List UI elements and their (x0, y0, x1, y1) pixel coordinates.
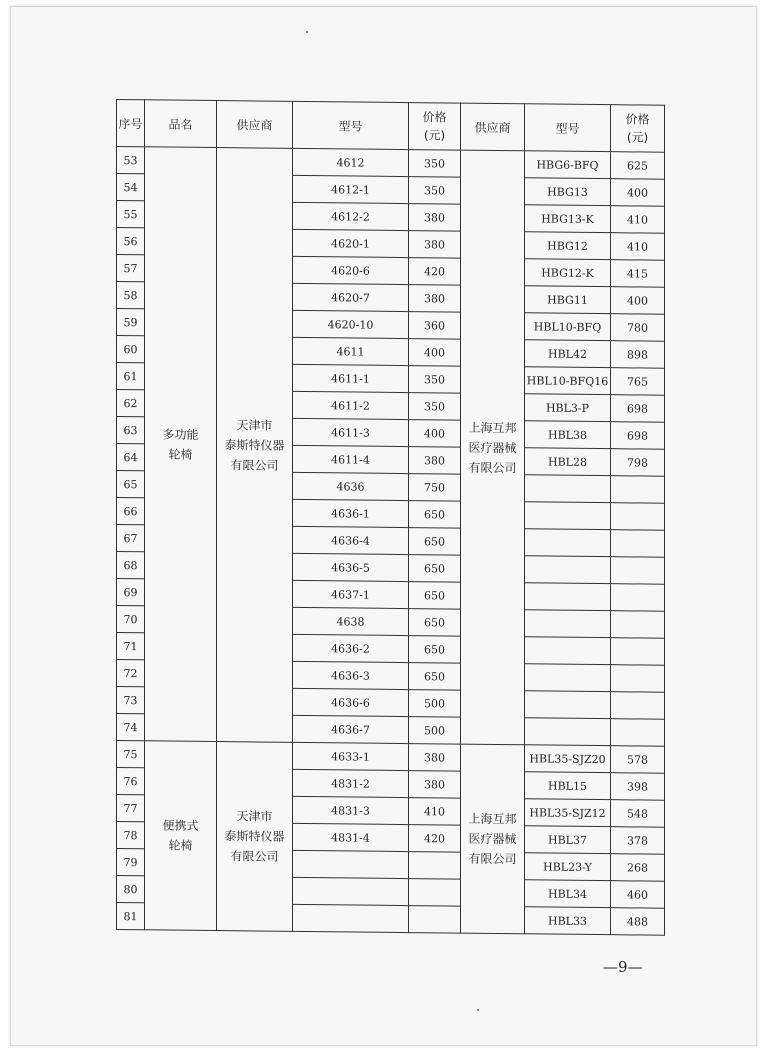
row-seq: 80 (117, 876, 145, 903)
model-left-cell: 4612-1 (293, 175, 409, 203)
header-name: 品名 (145, 100, 217, 148)
model-left-cell: 4831-4 (293, 823, 409, 851)
price-left-cell: 650 (409, 555, 461, 583)
row-seq: 77 (117, 795, 145, 822)
model-right-cell: HBL28 (525, 448, 611, 476)
price-left-cell: 350 (409, 177, 461, 205)
price-left-cell: 650 (409, 663, 461, 691)
model-left-cell: 4636-6 (293, 688, 409, 716)
price-right-cell: 410 (611, 206, 665, 234)
row-seq: 68 (117, 552, 145, 579)
model-left-cell (293, 877, 409, 905)
price-right-cell: 798 (611, 449, 665, 477)
price-left-cell: 650 (409, 582, 461, 610)
model-left-cell: 4636 (293, 472, 409, 500)
row-seq: 79 (117, 849, 145, 876)
supplier-right-cell: 上海互邦 医疗器械 有限公司 (461, 150, 525, 745)
model-left-cell: 4611-4 (293, 445, 409, 473)
model-right-cell (525, 691, 611, 719)
model-right-cell: HBL23-Y (525, 853, 611, 881)
price-left-cell: 380 (409, 447, 461, 475)
price-right-cell (611, 611, 665, 639)
model-right-cell: HBG6-BFQ (525, 151, 611, 179)
model-left-cell: 4831-2 (293, 769, 409, 797)
row-seq: 59 (117, 309, 145, 336)
model-right-cell: HBG12 (525, 232, 611, 260)
header-price-right: 价格 (元) (611, 105, 665, 153)
row-seq: 62 (117, 390, 145, 417)
model-right-cell (525, 475, 611, 503)
model-right-cell (525, 583, 611, 611)
product-name-cell: 便携式 轮椅 (145, 741, 217, 931)
model-right-cell (525, 610, 611, 638)
table-row (117, 741, 665, 774)
model-right-cell (525, 556, 611, 584)
table-header-row (117, 100, 665, 153)
price-left-cell: 420 (409, 825, 461, 853)
model-left-cell: 4620-1 (293, 229, 409, 257)
row-seq: 71 (117, 633, 145, 660)
price-left-cell: 350 (409, 150, 461, 178)
price-right-cell: 765 (611, 368, 665, 396)
price-right-cell (611, 665, 665, 693)
price-right-cell: 268 (611, 854, 665, 882)
model-left-cell: 4638 (293, 607, 409, 635)
model-left-cell: 4611-2 (293, 391, 409, 419)
row-seq: 67 (117, 525, 145, 552)
model-right-cell: HBL38 (525, 421, 611, 449)
price-left-cell: 650 (409, 609, 461, 637)
row-seq: 81 (117, 903, 145, 930)
model-right-cell: HBL35-SJZ12 (525, 799, 611, 827)
row-seq: 70 (117, 606, 145, 633)
row-seq: 56 (117, 228, 145, 255)
model-right-cell: HBG13-K (525, 205, 611, 233)
price-right-cell: 578 (611, 746, 665, 774)
price-left-cell: 350 (409, 393, 461, 421)
model-right-cell: HBL42 (525, 340, 611, 368)
row-seq: 74 (117, 714, 145, 741)
row-seq: 55 (117, 201, 145, 228)
header-supplier-right: 供应商 (461, 103, 525, 151)
row-seq: 69 (117, 579, 145, 606)
price-right-cell: 378 (611, 827, 665, 855)
price-left-cell: 400 (409, 339, 461, 367)
header-supplier-left: 供应商 (217, 101, 293, 149)
model-left-cell: 4637-1 (293, 580, 409, 608)
price-right-cell: 898 (611, 341, 665, 369)
price-right-cell (611, 503, 665, 531)
price-right-cell (611, 530, 665, 558)
price-left-cell: 380 (409, 771, 461, 799)
price-right-cell: 488 (611, 908, 665, 936)
price-left-cell: 380 (409, 231, 461, 259)
price-left-cell: 380 (409, 744, 461, 772)
row-seq: 64 (117, 444, 145, 471)
supplier-left-cell: 天津市 泰斯特仪器 有限公司 (217, 148, 293, 743)
price-left-cell: 650 (409, 528, 461, 556)
model-right-cell: HBG12-K (525, 259, 611, 287)
header-model-right: 型号 (525, 104, 611, 152)
model-left-cell: 4620-10 (293, 310, 409, 338)
row-seq: 53 (117, 147, 145, 174)
model-left-cell: 4636-3 (293, 661, 409, 689)
price-right-cell (611, 584, 665, 612)
model-right-cell: HBL10-BFQ (525, 313, 611, 341)
price-right-cell: 400 (611, 179, 665, 207)
price-left-cell: 420 (409, 258, 461, 286)
model-right-cell: HBL3-P (525, 394, 611, 422)
model-right-cell (525, 502, 611, 530)
price-left-cell: 500 (409, 717, 461, 745)
price-left-cell: 410 (409, 798, 461, 826)
header-model-left: 型号 (293, 101, 409, 149)
row-seq: 63 (117, 417, 145, 444)
price-left-cell (409, 852, 461, 880)
row-seq: 65 (117, 471, 145, 498)
header-seq: 序号 (117, 100, 145, 147)
price-right-cell: 400 (611, 287, 665, 315)
price-left-cell (409, 879, 461, 907)
model-left-cell (293, 904, 409, 932)
row-seq: 72 (117, 660, 145, 687)
model-right-cell: HBL33 (525, 907, 611, 935)
model-left-cell: 4612-2 (293, 202, 409, 230)
header-price-left: 价格 (元) (409, 103, 461, 151)
price-left-cell: 650 (409, 501, 461, 529)
price-right-cell (611, 476, 665, 504)
price-left-cell: 500 (409, 690, 461, 718)
price-left-cell: 750 (409, 474, 461, 502)
model-left-cell: 4636-4 (293, 526, 409, 554)
supplier-right-cell: 上海互邦 医疗器械 有限公司 (461, 744, 525, 934)
model-left-cell (293, 850, 409, 878)
price-left-cell: 380 (409, 285, 461, 313)
price-left-cell: 380 (409, 204, 461, 232)
price-right-cell: 460 (611, 881, 665, 909)
price-left-cell: 650 (409, 636, 461, 664)
row-seq: 58 (117, 282, 145, 309)
price-right-cell: 410 (611, 233, 665, 261)
model-left-cell: 4620-7 (293, 283, 409, 311)
model-right-cell: HBG11 (525, 286, 611, 314)
row-seq: 75 (117, 741, 145, 768)
price-right-cell: 625 (611, 152, 665, 180)
model-right-cell: HBL37 (525, 826, 611, 854)
model-left-cell: 4612 (293, 148, 409, 176)
row-seq: 60 (117, 336, 145, 363)
model-left-cell: 4633-1 (293, 742, 409, 770)
scan-speck (477, 1009, 479, 1011)
table-row (117, 147, 665, 180)
price-right-cell: 415 (611, 260, 665, 288)
row-seq: 78 (117, 822, 145, 849)
model-right-cell: HBL34 (525, 880, 611, 908)
price-left-cell: 360 (409, 312, 461, 340)
row-seq: 66 (117, 498, 145, 525)
price-right-cell: 698 (611, 395, 665, 423)
model-left-cell: 4636-2 (293, 634, 409, 662)
model-right-cell (525, 664, 611, 692)
row-seq: 61 (117, 363, 145, 390)
price-right-cell (611, 557, 665, 585)
product-name-cell: 多功能 轮椅 (145, 147, 217, 742)
model-right-cell: HBL15 (525, 772, 611, 800)
page-number: —9— (603, 958, 643, 976)
price-right-cell (611, 719, 665, 747)
row-seq: 57 (117, 255, 145, 282)
price-left-cell: 400 (409, 420, 461, 448)
scan-speck (306, 31, 308, 33)
price-left-cell (409, 906, 461, 934)
model-right-cell (525, 637, 611, 665)
model-right-cell: HBL10-BFQ16 (525, 367, 611, 395)
model-right-cell (525, 718, 611, 746)
model-left-cell: 4831-3 (293, 796, 409, 824)
table-body (117, 147, 665, 936)
model-right-cell (525, 529, 611, 557)
model-left-cell: 4620-6 (293, 256, 409, 284)
model-left-cell: 4636-1 (293, 499, 409, 527)
price-right-cell: 780 (611, 314, 665, 342)
row-seq: 73 (117, 687, 145, 714)
price-right-cell: 548 (611, 800, 665, 828)
price-right-cell (611, 692, 665, 720)
model-left-cell: 4636-5 (293, 553, 409, 581)
price-right-cell: 398 (611, 773, 665, 801)
row-seq: 76 (117, 768, 145, 795)
model-right-cell: HBG13 (525, 178, 611, 206)
supplier-left-cell: 天津市 泰斯特仪器 有限公司 (217, 742, 293, 932)
model-left-cell: 4636-7 (293, 715, 409, 743)
model-left-cell: 4611-3 (293, 418, 409, 446)
price-left-cell: 350 (409, 366, 461, 394)
model-left-cell: 4611-1 (293, 364, 409, 392)
row-seq: 54 (117, 174, 145, 201)
price-right-cell: 698 (611, 422, 665, 450)
price-right-cell (611, 638, 665, 666)
price-table (116, 99, 665, 936)
model-left-cell: 4611 (293, 337, 409, 365)
model-right-cell: HBL35-SJZ20 (525, 745, 611, 773)
